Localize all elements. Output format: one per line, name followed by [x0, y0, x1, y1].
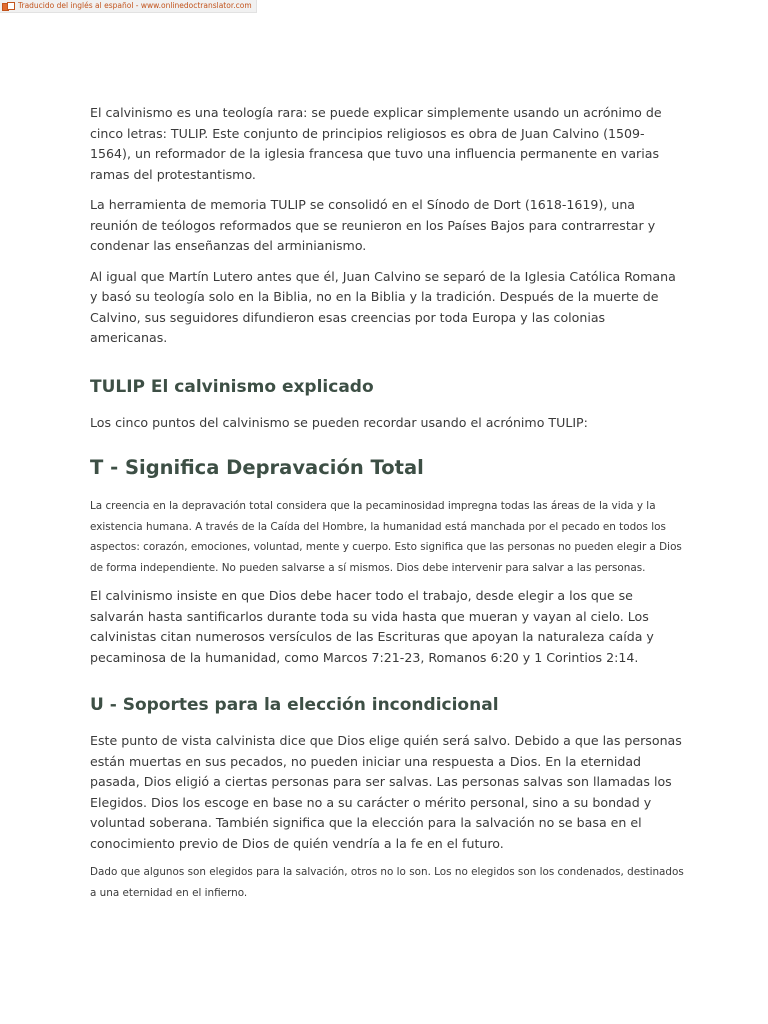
section-heading-tulip: TULIP El calvinismo explicado	[90, 376, 374, 397]
intro-paragraph-2: La herramienta de memoria TULIP se consolidó en el Sínodo de Dort (1618-1619), una reunión de teólogos reformados que se reunieron en los Países Bajos para contrarrestar y condenar las enseñanzas del arminianismo.	[90, 197, 656, 253]
total-depravity-paragraph-1: La creencia en la depravación total considera que la pecaminosidad impregna todas las áreas de la vida y la existencia humana. A través de la Caída del Hombre, la humanidad está manchada por el pecado en todos los aspectos: corazón, emociones, voluntad, mente y cuerpo. Esto significa que las personas no pueden elegir a Dios de forma independiente. No pueden salvarse a sí mismos. Dios debe intervenir para salvar a las personas.	[90, 500, 682, 574]
document-body	[90, 103, 685, 903]
translator-banner-text[interactable]: Traducido del inglés al español - www.onlinedoctranslator.com	[18, 1, 252, 10]
unconditional-election-paragraph-1: Este punto de vista calvinista dice que Dios elige quién será salvo. Debido a que las personas están muertas en sus pecados, no pueden iniciar una respuesta a Dios. En la eternidad pasada, Dios eligió a ciertas personas para ser salvas. Las personas salvas son llamadas los Elegidos. Dios los escoge en base no a su carácter o mérito personal, sino a su bondad y voluntad soberana. También significa que la elección para la salvación no se basa en el conocimiento previo de Dios de quién vendría a la fe en el futuro.	[90, 733, 682, 851]
translator-banner[interactable]	[0, 0, 257, 13]
unconditional-election-paragraph-2: Dado que algunos son elegidos para la salvación, otros no lo son. Los no elegidos son los condenados, destinados a una eternidad en el infierno.	[90, 866, 684, 899]
tulip-intro-paragraph: Los cinco puntos del calvinismo se pueden recordar usando el acrónimo TULIP:	[90, 414, 588, 430]
translate-document-icon	[2, 2, 15, 11]
total-depravity-paragraph-2: El calvinismo insiste en que Dios debe hacer todo el trabajo, desde elegir a los que se salvarán hasta santificarlos durante toda su vida hasta que mueran y vayan al cielo. Los calvinistas citan numerosos versículos de las Escrituras que apoyan la naturaleza caída y pecaminosa de la humanidad, como Marcos 7:21-23, Romanos 6:20 y 1 Corintios 2:14.	[90, 588, 654, 665]
section-heading-total-depravity: T - Significa Depravación Total	[90, 456, 424, 479]
section-heading-unconditional-election: U - Soportes para la elección incondicional	[90, 695, 499, 715]
intro-paragraph-1: El calvinismo es una teología rara: se puede explicar simplemente usando un acrónimo de cinco letras: TULIP. Este conjunto de principios religiosos es obra de Juan Calvino (1509-1564), un reformador de la iglesia francesa que tuvo una influencia permanente en varias ramas del protestantismo.	[90, 105, 662, 182]
intro-paragraph-3: Al igual que Martín Lutero antes que él, Juan Calvino se separó de la Iglesia Católica Romana y basó su teología solo en la Biblia, no en la Biblia y la tradición. Después de la muerte de Calvino, sus seguidores difundieron esas creencias por toda Europa y las colonias americanas.	[90, 268, 676, 345]
